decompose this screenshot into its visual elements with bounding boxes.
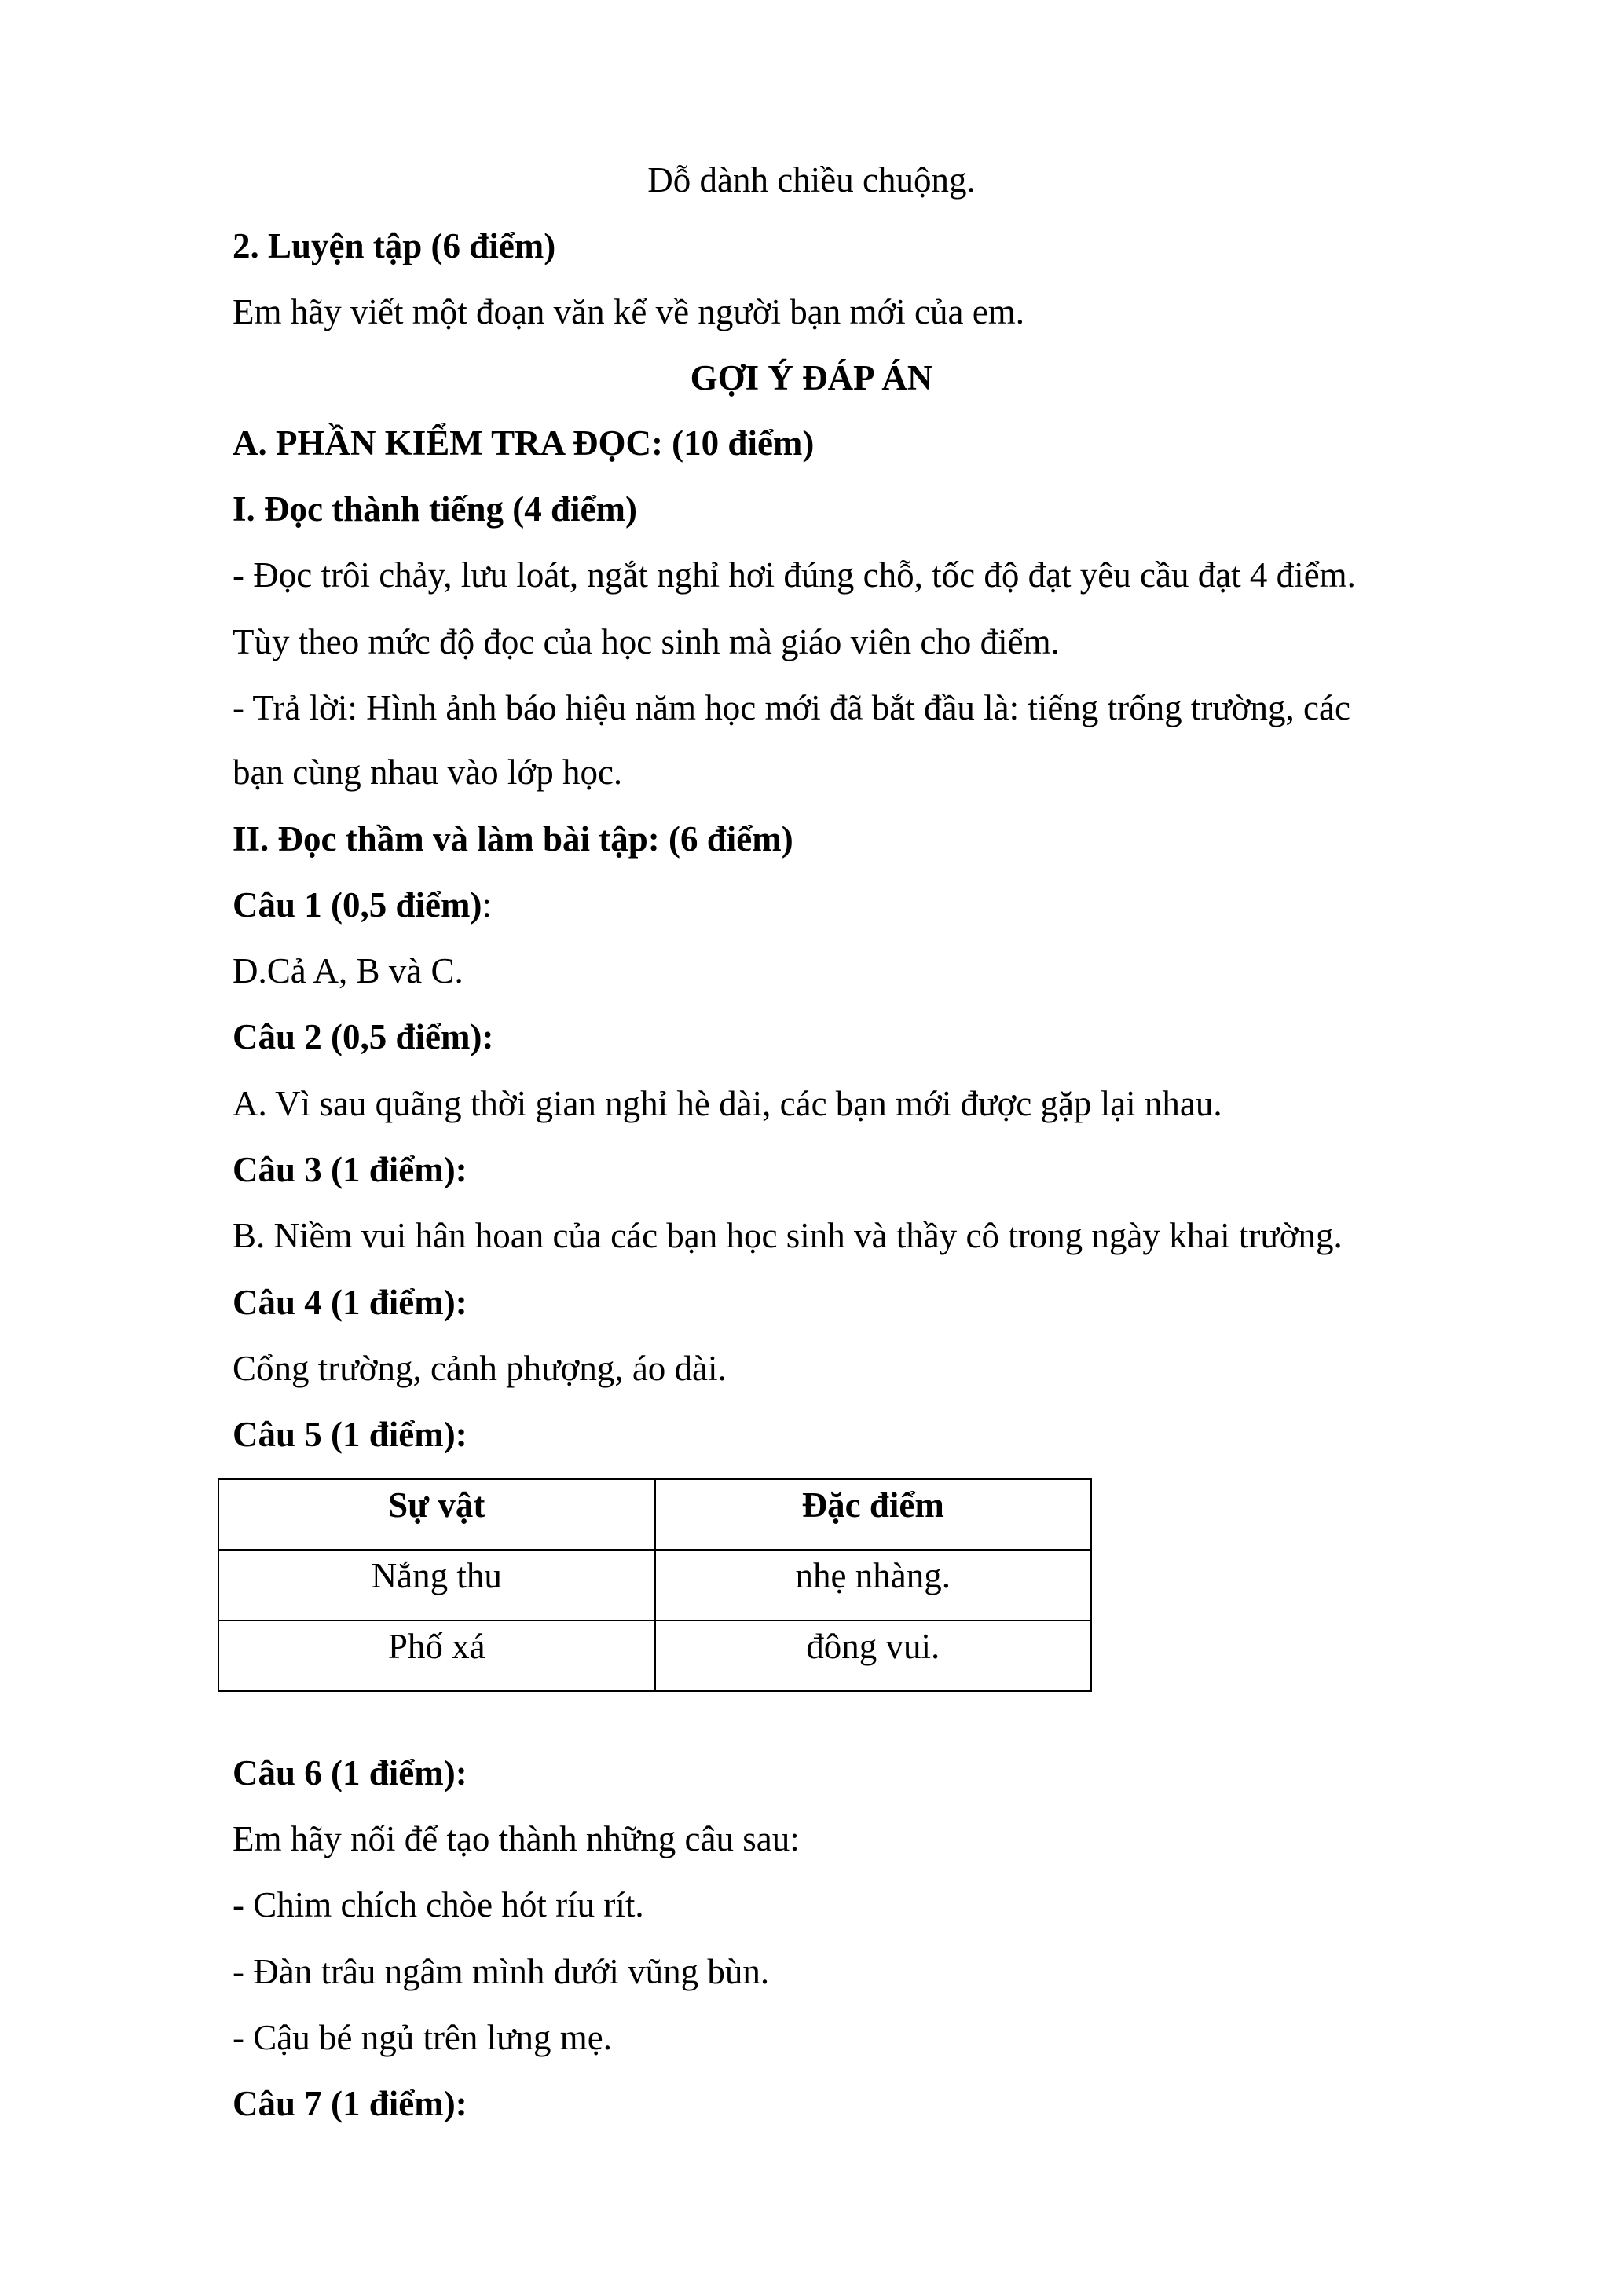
practice-prompt: Em hãy viết một đoạn văn kể về người bạn mới của em. — [233, 292, 1024, 331]
table-header: Sự vật — [218, 1479, 655, 1550]
question-label-suffix: : — [482, 885, 492, 925]
section-i-heading: I. Đọc thành tiếng (4 điểm) — [233, 489, 637, 529]
question-3-answer: B. Niềm vui hân hoan của các bạn học sinh và thầy cô trong ngày khai trường. — [233, 1216, 1343, 1255]
section-a-heading: A. PHẦN KIỂM TRA ĐỌC: (10 điểm) — [233, 423, 815, 463]
question-4-label: Câu 4 (1 điểm): — [233, 1283, 467, 1322]
table-row — [218, 1550, 1091, 1620]
question-6-line: - Cậu bé ngủ trên lưng mẹ. — [233, 2018, 613, 2057]
table-cell: đông vui. — [655, 1620, 1092, 1691]
table-cell: Phố xá — [218, 1620, 655, 1691]
table-cell: nhẹ nhàng. — [655, 1550, 1092, 1620]
question-6-label: Câu 6 (1 điểm): — [233, 1753, 467, 1792]
question-3-label: Câu 3 (1 điểm): — [233, 1150, 467, 1189]
question-4-answer: Cổng trường, cảnh phượng, áo dài. — [233, 1349, 727, 1388]
section-i-line: Tùy theo mức độ đọc của học sinh mà giáo viên cho điểm. — [233, 622, 1060, 661]
table-header: Đặc điểm — [655, 1479, 1092, 1550]
section-i-line: - Đọc trôi chảy, lưu loát, ngắt nghỉ hơi đúng chỗ, tốc độ đạt yêu cầu đạt 4 điểm. — [233, 555, 1356, 595]
section-ii-heading: II. Đọc thầm và làm bài tập: (6 điểm) — [233, 819, 793, 859]
section-i-line: bạn cùng nhau vào lớp học. — [233, 753, 623, 792]
section-i-line: - Trả lời: Hình ảnh báo hiệu năm học mới đã bắt đầu là: tiếng trống trường, các — [233, 688, 1350, 727]
question-1-label — [233, 872, 492, 938]
poem-line: Dỗ dành chiều chuộng. — [647, 160, 976, 200]
question-2-answer: A. Vì sau quãng thời gian nghỉ hè dài, các bạn mới được gặp lại nhau. — [233, 1084, 1222, 1123]
question-1-answer: D.Cả A, B và C. — [233, 951, 463, 991]
practice-heading: 2. Luyện tập (6 điểm) — [233, 226, 556, 265]
question-6-line: Em hãy nối để tạo thành những câu sau: — [233, 1819, 800, 1858]
table-row — [218, 1620, 1091, 1691]
question-7-label: Câu 7 (1 điểm): — [233, 2084, 467, 2123]
answer-title: GỢI Ý ĐÁP ÁN — [690, 358, 933, 397]
table-header-row — [218, 1479, 1091, 1550]
answer-table — [218, 1478, 1092, 1692]
question-6-line: - Chim chích chòe hót ríu rít. — [233, 1885, 644, 1924]
question-5-label: Câu 5 (1 điểm): — [233, 1415, 467, 1454]
question-label: Câu 1 (0,5 điểm) — [233, 885, 482, 925]
question-2-label: Câu 2 (0,5 điểm): — [233, 1017, 494, 1056]
question-6-line: - Đàn trâu ngâm mình dưới vũng bùn. — [233, 1952, 770, 1991]
table-cell: Nắng thu — [218, 1550, 655, 1620]
